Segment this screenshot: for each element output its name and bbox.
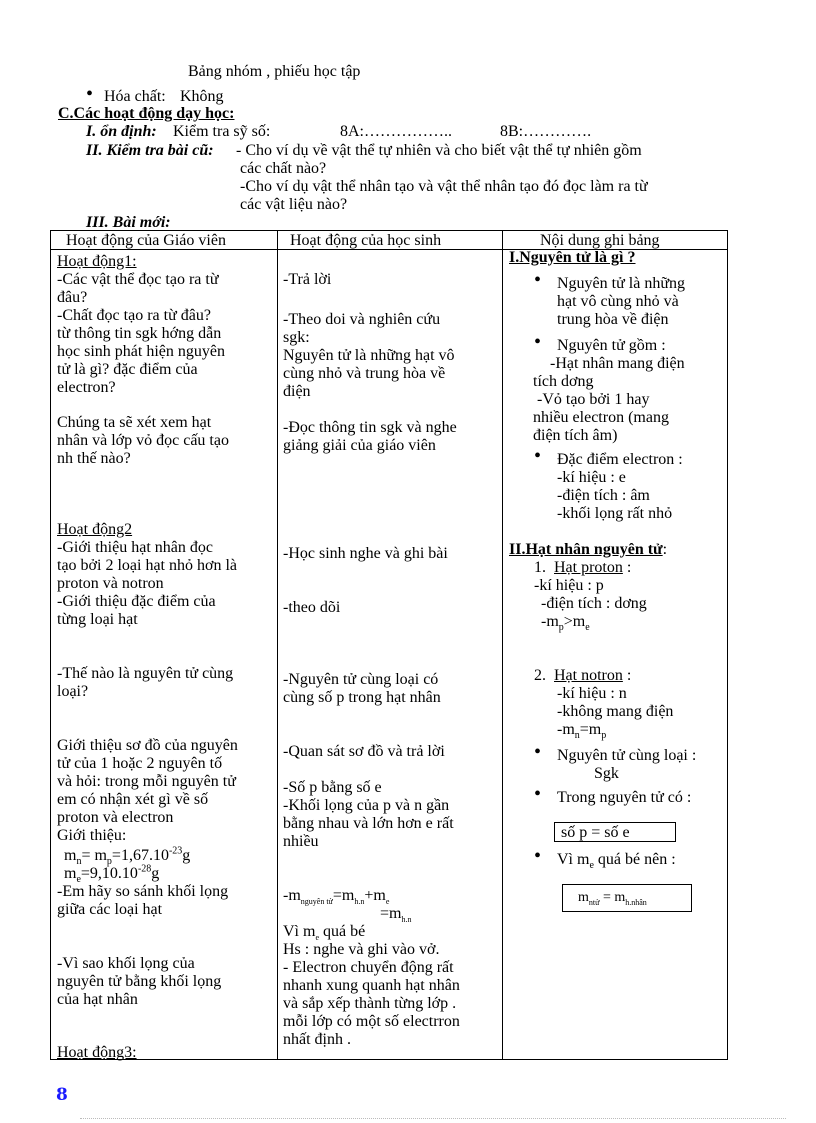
board-line: Sgk [594,765,619,782]
teacher-line: Giới thiệu: [57,827,127,844]
teacher-line: -Thế nào là nguyên tử cùng [57,665,234,682]
teacher-line: -Giới thiệu hạt nhân đọc [57,539,213,556]
teacher-line: từ thông tin sgk hớng dẫn [57,325,222,342]
student-line: -Đọc thông tin sgk và nghe [283,419,457,436]
teacher-line: -Các vật thể đọc tạo ra từ [57,271,219,288]
activity-1-title: Hoạt động1: [57,253,137,270]
teacher-line: -Em hãy so sánh khối lọng [57,883,229,900]
teacher-line: proton và electron [57,809,174,826]
bullet-icon: • [534,269,542,291]
board-line: -Hạt nhân mang điện [550,355,685,372]
student-line: mỗi lớp có một số electrron [283,1013,460,1030]
class-8b: 8B:…………. [500,123,592,140]
student-line: điện [283,383,311,400]
student-line: và sắp xếp thành từng lớp . [283,995,457,1012]
board-line: $-m_n=m_p$ [557,721,607,742]
teacher-line: của hạt nhân [57,991,138,1008]
teacher-line: Chúng ta sẽ xét xem hạt [57,414,212,431]
teacher-line: proton và notron [57,575,164,592]
teacher-line: -Vì sao khối lọng của [57,955,195,972]
bullet-icon: • [534,783,542,805]
board-line: trung hòa về điện [557,311,669,328]
board-line: Trong nguyên tử có : [557,789,692,806]
board-line: -Vỏ tạo bởi 1 hay [537,391,650,408]
review-q2-b: các vật liệu nào? [240,196,348,213]
activity-3-title: Hoạt động3: [57,1044,137,1061]
teacher-line: nhân và lớp vỏ đọc cấu tạo [57,432,229,449]
student-line: -Quan sát sơ đồ và trả lời [283,743,445,760]
activity-2-title: Hoạt động2 [57,521,133,538]
formula-mass-electron: $m_e=9,10.10^{-28}g$ [64,863,160,886]
board-line: điện tích âm) [533,427,618,444]
teacher-line: và hỏi: trong mỗi nguyên tử [57,773,236,790]
student-line: sgk: [283,329,310,346]
board-line: -điện tích : âm [557,487,650,504]
board-line: Nguyên tử gồm : [557,337,666,354]
page-number: 8 [56,1085,68,1105]
teacher-line: tử là gì? đặc điểm của [57,361,198,378]
formula-atom-mass-approx: $=m_{h.n}$ [380,905,412,925]
section-c-title: C.Các hoạt động dạy học: [58,105,235,122]
board-line: -khối lọng rất nhỏ [557,505,673,522]
teacher-line: Giới thiệu sơ đồ của nguyên [57,737,238,754]
teacher-line: tạo bởi 2 loại hạt nhỏ hơn là [57,557,237,574]
header-teacher: Hoạt động của Giáo viên [66,232,226,249]
board-line: Nguyên tử là những [557,275,685,292]
teacher-line: -Chất đọc tạo ra từ đâu? [57,307,211,324]
teacher-line: nh thế nào? [57,450,131,467]
board-line: -điện tích : dơng [541,595,647,612]
board-heading-nucleus: II.Hạt nhân nguyên tử: [509,541,668,558]
student-line: -Khối lọng của p và n gần [283,797,450,814]
student-line: -theo dõi [283,599,341,616]
bullet-icon: • [534,845,542,867]
board-heading-atom: I.Nguyên tử là gì ? [509,249,636,266]
student-line: -Học sinh nghe và ghi bài [283,545,448,562]
stabilize-text: Kiểm tra sỹ số: [173,123,271,140]
teacher-line: loại? [57,683,89,700]
board-line: -không mang điện [557,703,674,720]
student-line: Nguyên tử là những hạt vô [283,347,455,364]
stabilize-label: I. ổn định: [86,123,157,140]
student-line: Vì $m_e$ quá bé [283,923,366,943]
student-line: cùng nhỏ và trung hòa về [283,365,446,382]
teacher-line: giữa các loại hạt [57,901,163,918]
teacher-line: -Giới thiệu đặc điểm của [57,593,216,610]
board-line: Đặc điểm electron : [557,451,683,468]
student-line: - Electron chuyển động rất [283,959,454,976]
header-student: Hoạt động của học sinh [290,232,442,249]
board-line: nhiều electron (mang [533,409,669,426]
chemicals-label: Hóa chất: [104,88,166,105]
review-q1-a: - Cho ví dụ về vật thể tự nhiên và cho biết vật thể tự nhiên gồm [236,142,642,159]
student-line: -Nguyên tử cùng loại có [283,671,439,688]
bullet-icon: • [534,331,542,353]
student-line: Hs : nghe và ghi vào vở. [283,941,440,958]
student-line: bằng nhau và lớn hơn e rất [283,815,454,832]
review-q2-a: -Cho ví dụ vật thể nhân tạo và vật thể nhân tạo đó đọc làm ra từ [240,178,648,195]
student-line: nhất định . [283,1031,351,1048]
new-lesson-label: III. Bài mới: [86,214,171,231]
student-line: nhiều [283,833,319,850]
board-line: tích dơng [533,373,594,390]
bullet-icon: • [534,445,542,467]
board-line: $-m_p>m_e$ [541,613,590,634]
student-line: -Số p bằng số e [283,779,382,796]
bullet-icon: • [86,83,94,105]
board-line: -kí hiệu : p [534,577,604,594]
review-label: II. Kiểm tra bài cũ: [86,142,214,159]
board-line: 1. Hạt proton : [534,559,632,576]
teacher-line: electron? [57,379,116,396]
equal-charge-text: số p = số e [561,824,630,841]
header-board: Nội dung ghi bảng [540,232,660,249]
chemicals-value: Không [180,88,224,105]
student-line: cùng số p trong hạt nhân [283,689,441,706]
board-line: Vì $m_e$ quá bé nên : [557,851,676,872]
formula-mass-nucleons: $m_n= m_p=1,67.10^{-23}g$ [64,845,191,868]
student-line: -Trả lời [283,271,332,288]
teacher-line: đâu? [57,289,88,306]
teacher-line: học sinh phát hiện nguyên [57,343,225,360]
board-line: -kí hiệu : e [557,469,626,486]
student-line: -Theo doi và nghiên cứu [283,311,441,328]
teacher-line: từng loại hạt [57,611,138,628]
bullet-icon: • [534,741,542,763]
footer-rule [80,1118,786,1119]
board-line: Nguyên tử cùng loại : [557,747,697,764]
student-line: nhanh xung quanh hạt nhân [283,977,460,994]
board-line: 2. Hạt notron : [534,667,632,684]
board-line: -kí hiệu : n [557,685,627,702]
materials-line: Bảng nhóm , phiếu học tập [188,63,361,80]
review-q1-b: các chất nào? [240,160,327,177]
column-divider [502,231,503,1059]
class-8a: 8A:…………….. [340,123,452,140]
atom-mass-formula: $m_{ntử} = m_{h.nhân}$ [578,890,647,907]
column-divider [277,231,278,1059]
board-line: hạt vô cùng nhỏ và [557,293,679,310]
teacher-line: nguyên tử bằng khối lọng [57,973,222,990]
teacher-line: em có nhận xét gì về số [57,791,209,808]
formula-atom-mass: $-m_{nguyên tử}=m_{h.n}+m_e$ [283,887,390,907]
student-line: giảng giải của giáo viên [283,437,436,454]
teacher-line: tử của 1 hoặc 2 nguyên tố [57,755,223,772]
